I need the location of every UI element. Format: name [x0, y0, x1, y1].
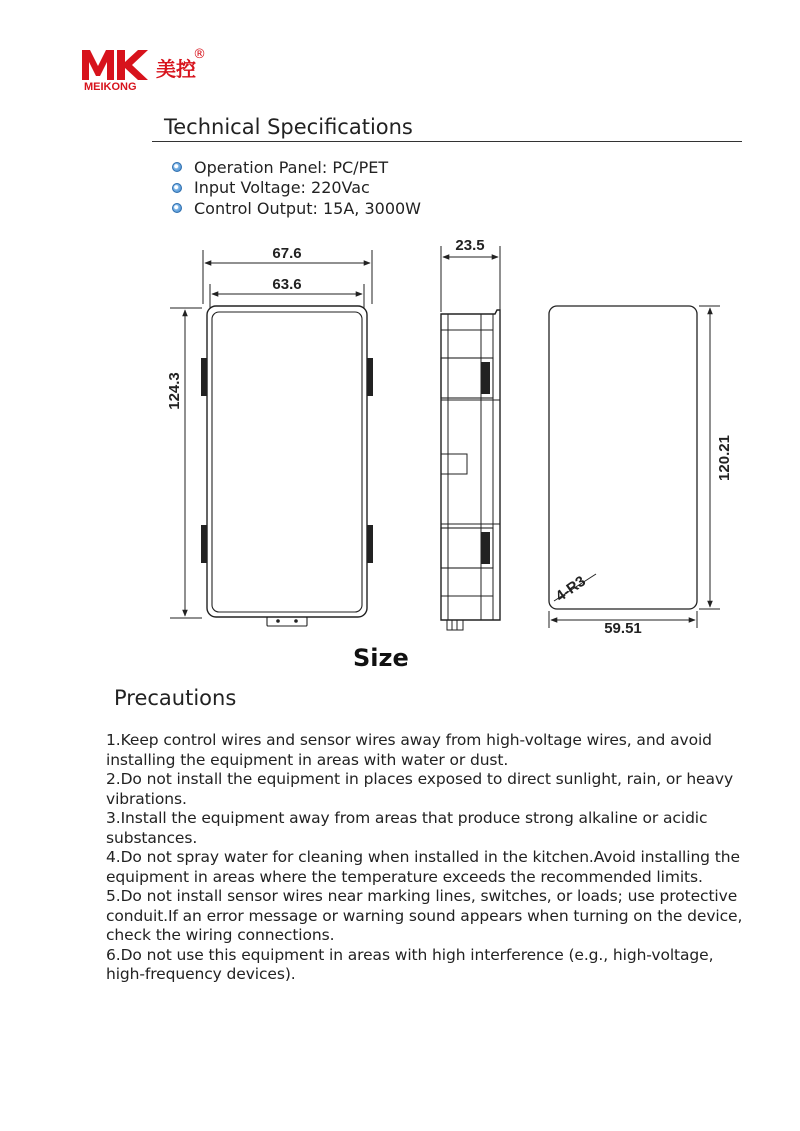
bullet-icon: [172, 162, 182, 172]
bullet-icon: [172, 183, 182, 193]
spec-item: Operation Panel: PC/PET: [172, 157, 421, 178]
title-divider: [152, 141, 742, 142]
bullet-icon: [172, 203, 182, 213]
dim-side-depth: 23.5: [455, 237, 485, 254]
brand-name: MEIKONG: [84, 81, 137, 93]
precaution-item: 4.Do not spray water for cleaning when installed in the kitchen.Avoid installing the equipment in areas where the temperature exceeds the recommended limits.: [106, 848, 740, 886]
dim-front-inner-width: 63.6: [272, 276, 302, 293]
dim-corner-radius: 4-R3: [552, 572, 589, 606]
dim-front-outer-width: 67.6: [272, 245, 302, 262]
dim-front-height: 124.3: [166, 372, 183, 410]
size-drawing: [150, 228, 733, 638]
precautions-list: [106, 731, 746, 985]
registered-mark: ®: [193, 47, 206, 62]
precaution-item: 3.Install the equipment away from areas that produce strong alkaline or acidic substances.: [106, 809, 708, 847]
spec-list: [172, 157, 421, 219]
brand-logo: [80, 44, 220, 92]
size-caption: Size: [353, 644, 409, 672]
front-view: [170, 250, 373, 626]
dim-cutout-height: 120.21: [716, 435, 733, 481]
spec-item: Input Voltage: 220Vac: [172, 178, 421, 199]
precaution-item: 1.Keep control wires and sensor wires away from high-voltage wires, and avoid installing the equipment in areas with water or dust.: [106, 731, 712, 769]
side-view: [441, 246, 500, 630]
precaution-item: 6.Do not use this equipment in areas with high interference (e.g., high-voltage, high-frequency devices).: [106, 945, 714, 983]
precaution-item: 2.Do not install the equipment in places exposed to direct sunlight, rain, or heavy vibrations.: [106, 770, 734, 808]
precautions-title: Precautions: [114, 686, 237, 710]
tech-specs-title: Technical Specifications: [164, 115, 413, 139]
dim-cutout-width: 59.51: [604, 620, 642, 637]
brand-chinese-name: 美控: [156, 57, 196, 81]
precaution-item: 5.Do not install sensor wires near marking lines, switches, or loads; use protective conduit.If an error message or warning sound appears when turning on the device, check the wiring connections.: [106, 887, 743, 944]
spec-item: Control Output: 15A, 3000W: [172, 198, 421, 219]
